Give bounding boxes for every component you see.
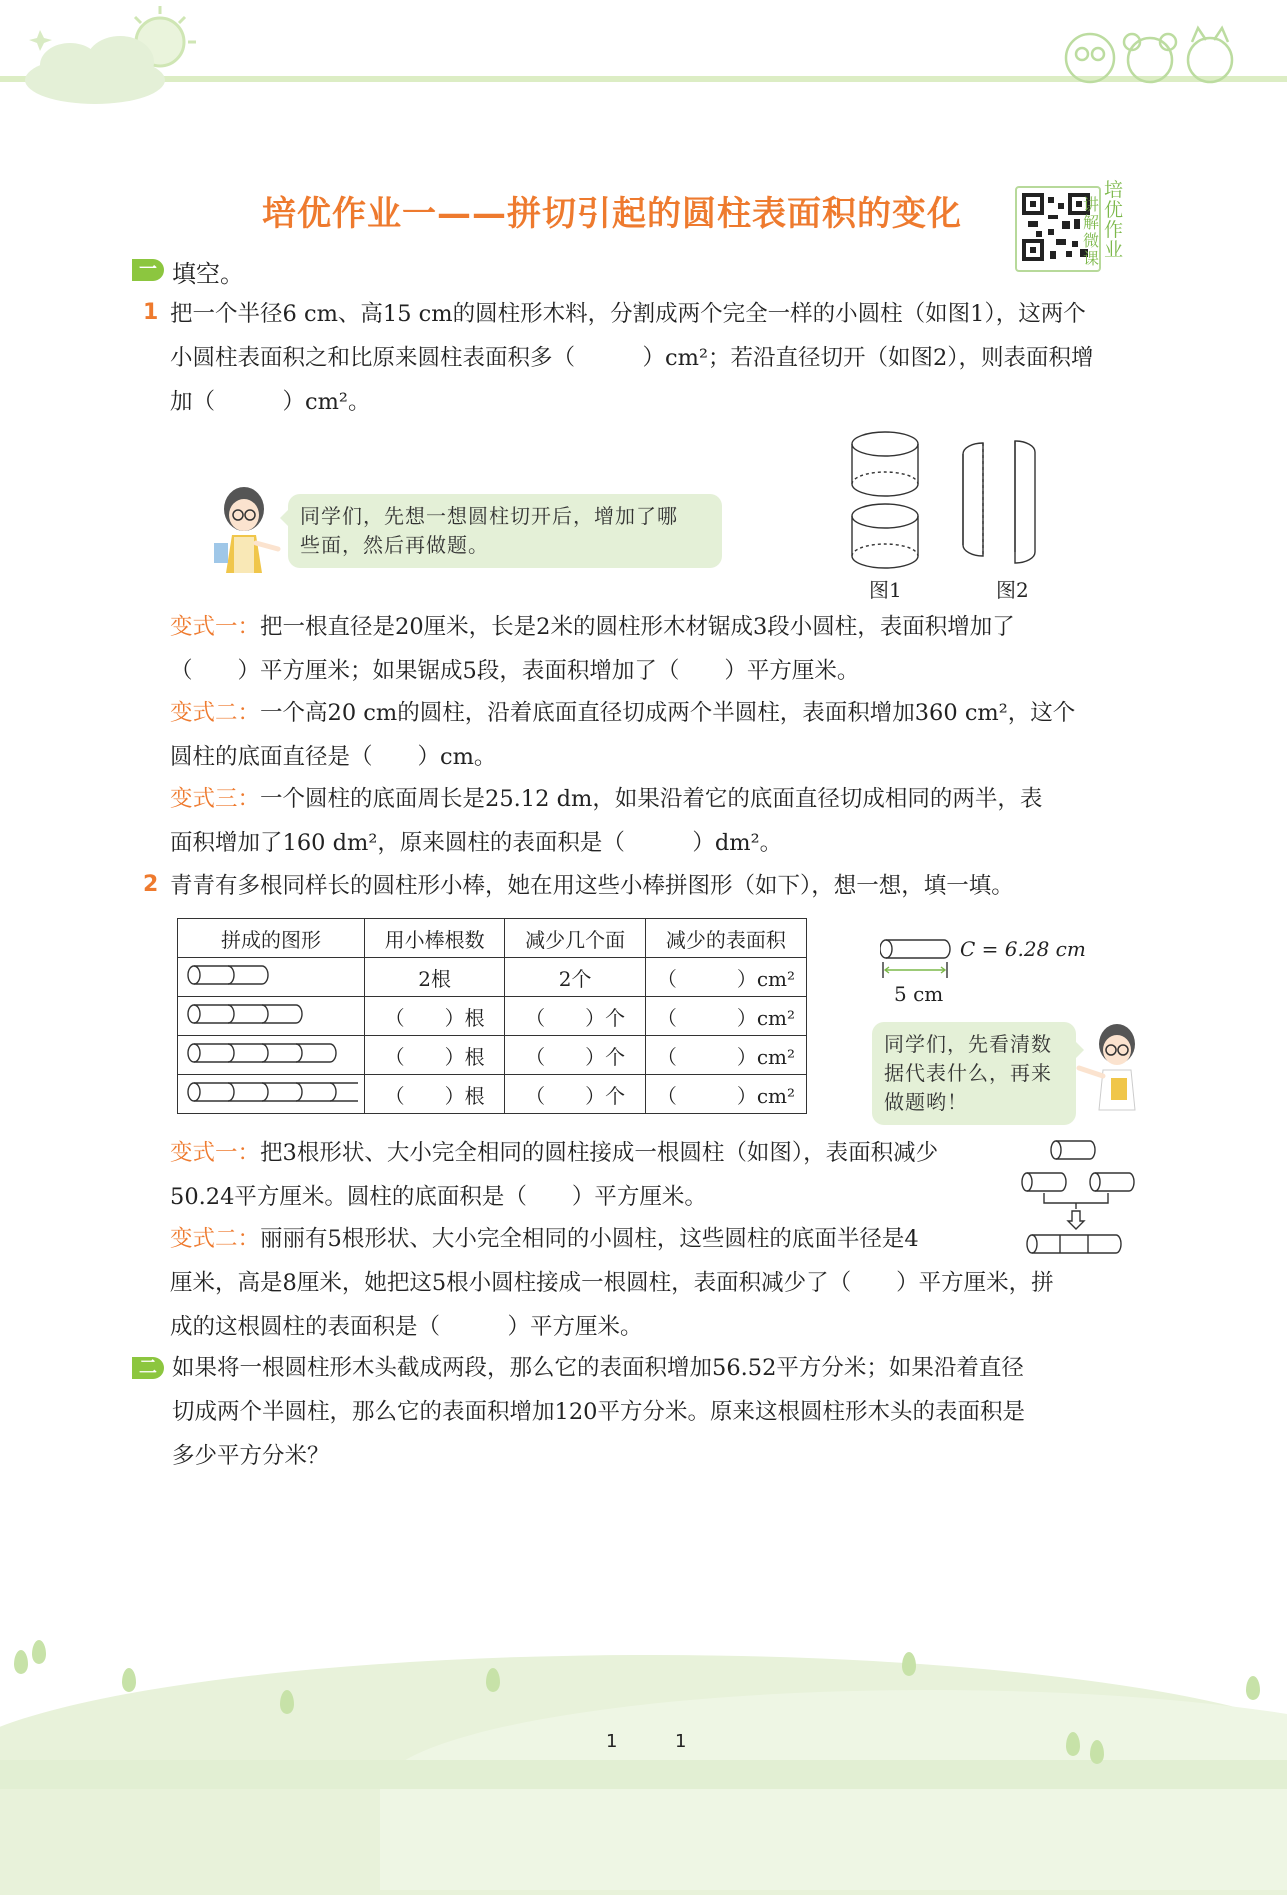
faces-cell: （ ）个 bbox=[505, 1075, 645, 1114]
faces-cell: （ ）个 bbox=[505, 997, 645, 1036]
area-cell: （ ）cm² bbox=[645, 997, 806, 1036]
section-badge-2: 二 bbox=[132, 1357, 164, 1379]
stick-joint bbox=[228, 966, 234, 984]
stick-joint bbox=[262, 1005, 268, 1023]
stick-outline bbox=[194, 1044, 336, 1062]
tree-decoration bbox=[280, 1690, 294, 1714]
tree-decoration bbox=[1246, 1676, 1260, 1700]
stick-circumference: C = 6.28 cm bbox=[960, 937, 1086, 961]
question-line: 加（ ）cm²。 bbox=[170, 389, 371, 415]
qr-label-char: 培 bbox=[1104, 179, 1124, 201]
table-header: 用小棒根数 bbox=[364, 919, 504, 958]
variant-line: （ ）平方厘米；如果锯成5段，表面积增加了（ ）平方厘米。 bbox=[170, 658, 860, 684]
cylinder-figures bbox=[845, 428, 1075, 573]
stick-shape bbox=[186, 1079, 358, 1105]
figure-1-caption: 图1 bbox=[869, 578, 902, 602]
question-number-2: 2 bbox=[143, 872, 159, 897]
animal-faces-decoration bbox=[1050, 18, 1250, 88]
qr-label-char: 作 bbox=[1104, 219, 1124, 241]
qr-label-char: 优 bbox=[1104, 199, 1124, 221]
variant-label: 变式二： bbox=[170, 700, 261, 726]
section-badge-1: 一 bbox=[132, 259, 164, 281]
qr-code-icon[interactable] bbox=[1022, 193, 1090, 261]
question-number-1: 1 bbox=[143, 300, 159, 325]
variant-line: 成的这根圆柱的表面积是（ ）平方厘米。 bbox=[170, 1314, 643, 1340]
variant-line: 50.24平方厘米。圆柱的底面积是（ ）平方厘米。 bbox=[170, 1184, 707, 1210]
question-1-text bbox=[170, 292, 1094, 424]
stick-shape bbox=[186, 1001, 358, 1027]
stick-count-cell: 2根 bbox=[364, 958, 504, 997]
stick-end bbox=[188, 1005, 200, 1023]
variant-label: 变式一： bbox=[170, 614, 261, 640]
question-line: 把一个半径6 cm、高15 cm的圆柱形木料，分割成两个完全一样的小圆柱（如图1），这两个 bbox=[170, 301, 1086, 327]
stick-joint bbox=[262, 1083, 268, 1101]
stick-table bbox=[177, 918, 807, 1114]
page-title: 培优作业一——拼切引起的圆柱表面积的变化 bbox=[262, 194, 962, 234]
tree-decoration bbox=[902, 1652, 916, 1676]
question-line: 切成两个半圆柱，那么它的表面积增加120平方分米。原来这根圆柱形木头的表面积是 bbox=[172, 1399, 1025, 1425]
qr-label-char: 微 bbox=[1083, 231, 1100, 250]
hint-bubble-1 bbox=[288, 494, 722, 568]
question-line: 多少平方分米？ bbox=[172, 1443, 330, 1469]
stick-outline bbox=[194, 1005, 302, 1023]
faces-cell: 2个 bbox=[505, 958, 645, 997]
variant-line: 一个高20 cm的圆柱，沿着底面直径切成两个半圆柱，表面积增加360 cm²，这个 bbox=[260, 700, 1076, 726]
stick-shape-cell bbox=[178, 1075, 365, 1114]
qr-label-char: 课 bbox=[1083, 249, 1100, 268]
hint-line: 同学们，先想一想圆柱切开后，增加了哪 bbox=[300, 504, 678, 528]
stick-outline bbox=[194, 1083, 358, 1101]
hint-bubble-2 bbox=[872, 1022, 1076, 1125]
table-header: 减少几个面 bbox=[505, 919, 645, 958]
variant-1-3 bbox=[170, 777, 1042, 865]
variant-line: 面积增加了160 dm²，原来圆柱的表面积是（ ）dm²。 bbox=[170, 830, 783, 856]
variant-label: 变式三： bbox=[170, 786, 261, 812]
variant-line: 厘米，高是8厘米，她把这5根小圆柱接成一根圆柱，表面积减少了（ ）平方厘米，拼 bbox=[170, 1270, 1054, 1296]
variant-1-1 bbox=[170, 605, 1015, 693]
stick-count-cell: （ ）根 bbox=[364, 997, 504, 1036]
stick-end bbox=[188, 966, 200, 984]
tree-decoration bbox=[1066, 1732, 1080, 1756]
question-line: 小圆柱表面积之和比原来圆柱表面积多（ ）cm²；若沿直径切开（如图2），则表面积增 bbox=[170, 345, 1094, 371]
tree-decoration bbox=[486, 1668, 500, 1692]
hint-line: 据代表什么，再来 bbox=[884, 1061, 1052, 1085]
qr-label-char: 讲 bbox=[1083, 195, 1100, 214]
variant-line: 丽丽有5根形状、大小完全相同的小圆柱，这些圆柱的底面半径是4 bbox=[260, 1226, 919, 1252]
stick-shape bbox=[186, 1040, 358, 1066]
area-cell: （ ）cm² bbox=[645, 958, 806, 997]
variant-line: 把3根形状、大小完全相同的圆柱接成一根圆柱（如图），表面积减少 bbox=[260, 1140, 939, 1166]
cloud-sun-decoration bbox=[0, 0, 220, 110]
stick-end bbox=[188, 1044, 200, 1062]
join-cylinders-diagram bbox=[1020, 1135, 1140, 1265]
tree-decoration bbox=[14, 1650, 28, 1674]
question-line: 如果将一根圆柱形木头截成两段，那么它的表面积增加56.52平方分米；如果沿着直径 bbox=[172, 1355, 1024, 1381]
table-row bbox=[178, 958, 807, 997]
stick-joint bbox=[228, 1005, 234, 1023]
qr-label-char: 业 bbox=[1104, 239, 1124, 261]
stick-length: 5 cm bbox=[894, 982, 944, 1006]
page-number-right: 1 bbox=[675, 1731, 687, 1752]
table-row bbox=[178, 997, 807, 1036]
stick-joint bbox=[296, 1044, 302, 1062]
stick-joint bbox=[228, 1083, 234, 1101]
qr-label-col-1b bbox=[1083, 196, 1103, 268]
variant-line: 一个圆柱的底面周长是25.12 dm，如果沿着它的底面直径切成相同的两半，表 bbox=[260, 786, 1043, 812]
qr-label-char: 解 bbox=[1083, 213, 1100, 232]
faces-cell: （ ）个 bbox=[505, 1036, 645, 1075]
section-heading-1: 填空。 bbox=[172, 260, 244, 288]
variant-2-1 bbox=[170, 1131, 938, 1219]
variant-1-2 bbox=[170, 691, 1075, 779]
variant-line: 把一根直径是20厘米，长是2米的圆柱形木材锯成3段小圆柱，表面积增加了 bbox=[260, 614, 1015, 640]
variant-label: 变式一： bbox=[170, 1140, 261, 1166]
figure-2-caption: 图2 bbox=[996, 578, 1029, 602]
stick-count-cell: （ ）根 bbox=[364, 1036, 504, 1075]
footer-ground bbox=[0, 1760, 1287, 1789]
stick-joint bbox=[262, 1044, 268, 1062]
variant-2-2 bbox=[170, 1217, 1054, 1349]
table-header: 拼成的图形 bbox=[178, 919, 365, 958]
question-2-text: 青青有多根同样长的圆柱形小棒，她在用这些小棒拼图形（如下），想一想，填一填。 bbox=[170, 873, 1014, 899]
stick-end bbox=[188, 1083, 200, 1101]
table-row bbox=[178, 1075, 807, 1114]
area-cell: （ ）cm² bbox=[645, 1036, 806, 1075]
stick-count-cell: （ ）根 bbox=[364, 1075, 504, 1114]
variant-label: 变式二： bbox=[170, 1226, 261, 1252]
stick-shape-cell bbox=[178, 1036, 365, 1075]
stick-joint bbox=[330, 1083, 336, 1101]
table-row bbox=[178, 1036, 807, 1075]
hint-line: 同学们，先看清数 bbox=[884, 1032, 1052, 1056]
page-number-left: 1 bbox=[606, 1731, 618, 1752]
tree-decoration bbox=[32, 1640, 46, 1664]
variant-line: 圆柱的底面直径是（ ）cm。 bbox=[170, 744, 497, 770]
stick-joint bbox=[228, 1044, 234, 1062]
table-header: 减少的表面积 bbox=[645, 919, 806, 958]
tree-decoration bbox=[1090, 1740, 1104, 1764]
teacher-illustration-2 bbox=[1075, 1020, 1145, 1112]
area-cell: （ ）cm² bbox=[645, 1075, 806, 1114]
teacher-illustration bbox=[212, 485, 284, 575]
section-2-question bbox=[172, 1346, 1025, 1478]
tree-decoration bbox=[122, 1668, 136, 1692]
qr-label-col-2 bbox=[1104, 180, 1124, 260]
stick-shape bbox=[186, 962, 358, 988]
hint-line: 做题哟！ bbox=[884, 1090, 968, 1114]
stick-joint bbox=[296, 1083, 302, 1101]
hint-line: 些面，然后再做题。 bbox=[300, 533, 489, 557]
stick-outline bbox=[194, 966, 268, 984]
stick-shape-cell bbox=[178, 997, 365, 1036]
stick-shape-cell bbox=[178, 958, 365, 997]
